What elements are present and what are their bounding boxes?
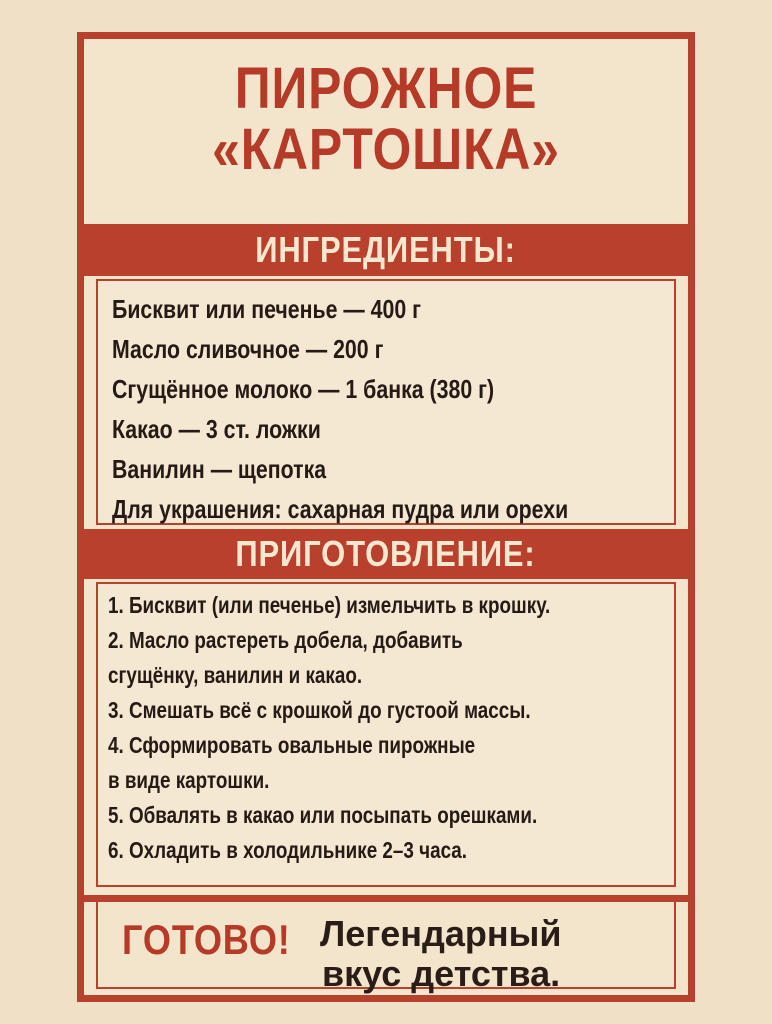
ingredients-header	[84, 224, 688, 276]
preparation-line: 2. Масло растереть добела, добавить	[108, 627, 463, 653]
tagline-line-1: Легендарный	[320, 913, 562, 954]
preparation-line: 1. Бисквит (или печенье) измельчить в крошку.	[108, 592, 551, 618]
footer-section	[84, 895, 688, 999]
preparation-line: 5. Обвалять в какао или посыпать орешками.	[108, 802, 538, 828]
ready-label: ГОТОВО!	[122, 916, 291, 963]
ingredient-item: Ванилин — щепотка	[112, 454, 327, 484]
preparation-line: 6. Охладить в холодильнике 2–3 часа.	[108, 837, 468, 863]
preparation-header-text: ПРИГОТОВЛЕНИЕ:	[235, 533, 537, 574]
ingredient-item: Для украшения: сахарная пудра или орехи	[112, 494, 569, 524]
ingredient-item: Бисквит или печенье — 400 г	[112, 294, 422, 324]
title-line-1: ПИРОЖНОЕ	[234, 56, 538, 121]
ingredient-item: Сгущённое молоко — 1 банка (380 г)	[112, 374, 495, 404]
preparation-list	[98, 584, 674, 868]
ingredients-header-text: ИНГРЕДИЕНТЫ:	[255, 229, 517, 270]
preparation-line: 4. Сформировать овальные пирожные	[108, 732, 476, 758]
footer-panel	[96, 902, 676, 994]
ingredients-list	[98, 281, 674, 529]
preparation-panel	[96, 582, 676, 887]
title-line-2: «КАРТОШКА»	[212, 116, 560, 182]
recipe-title	[126, 56, 645, 182]
ingredient-item: Какао — 3 ст. ложки	[112, 414, 321, 444]
preparation-line: в виде картошки.	[108, 767, 270, 793]
tagline	[320, 914, 562, 994]
preparation-line: сгущёнку, ванилин и какао.	[108, 662, 363, 688]
ingredients-panel	[96, 279, 676, 525]
tagline-line-2: вкус детства.	[322, 953, 561, 994]
preparation-line: 3. Смешать всё с крошкой до густоой массы.	[108, 697, 531, 723]
ingredient-item: Масло сливочное — 200 г	[112, 334, 384, 364]
preparation-header	[84, 529, 688, 579]
recipe-card	[77, 32, 695, 1002]
